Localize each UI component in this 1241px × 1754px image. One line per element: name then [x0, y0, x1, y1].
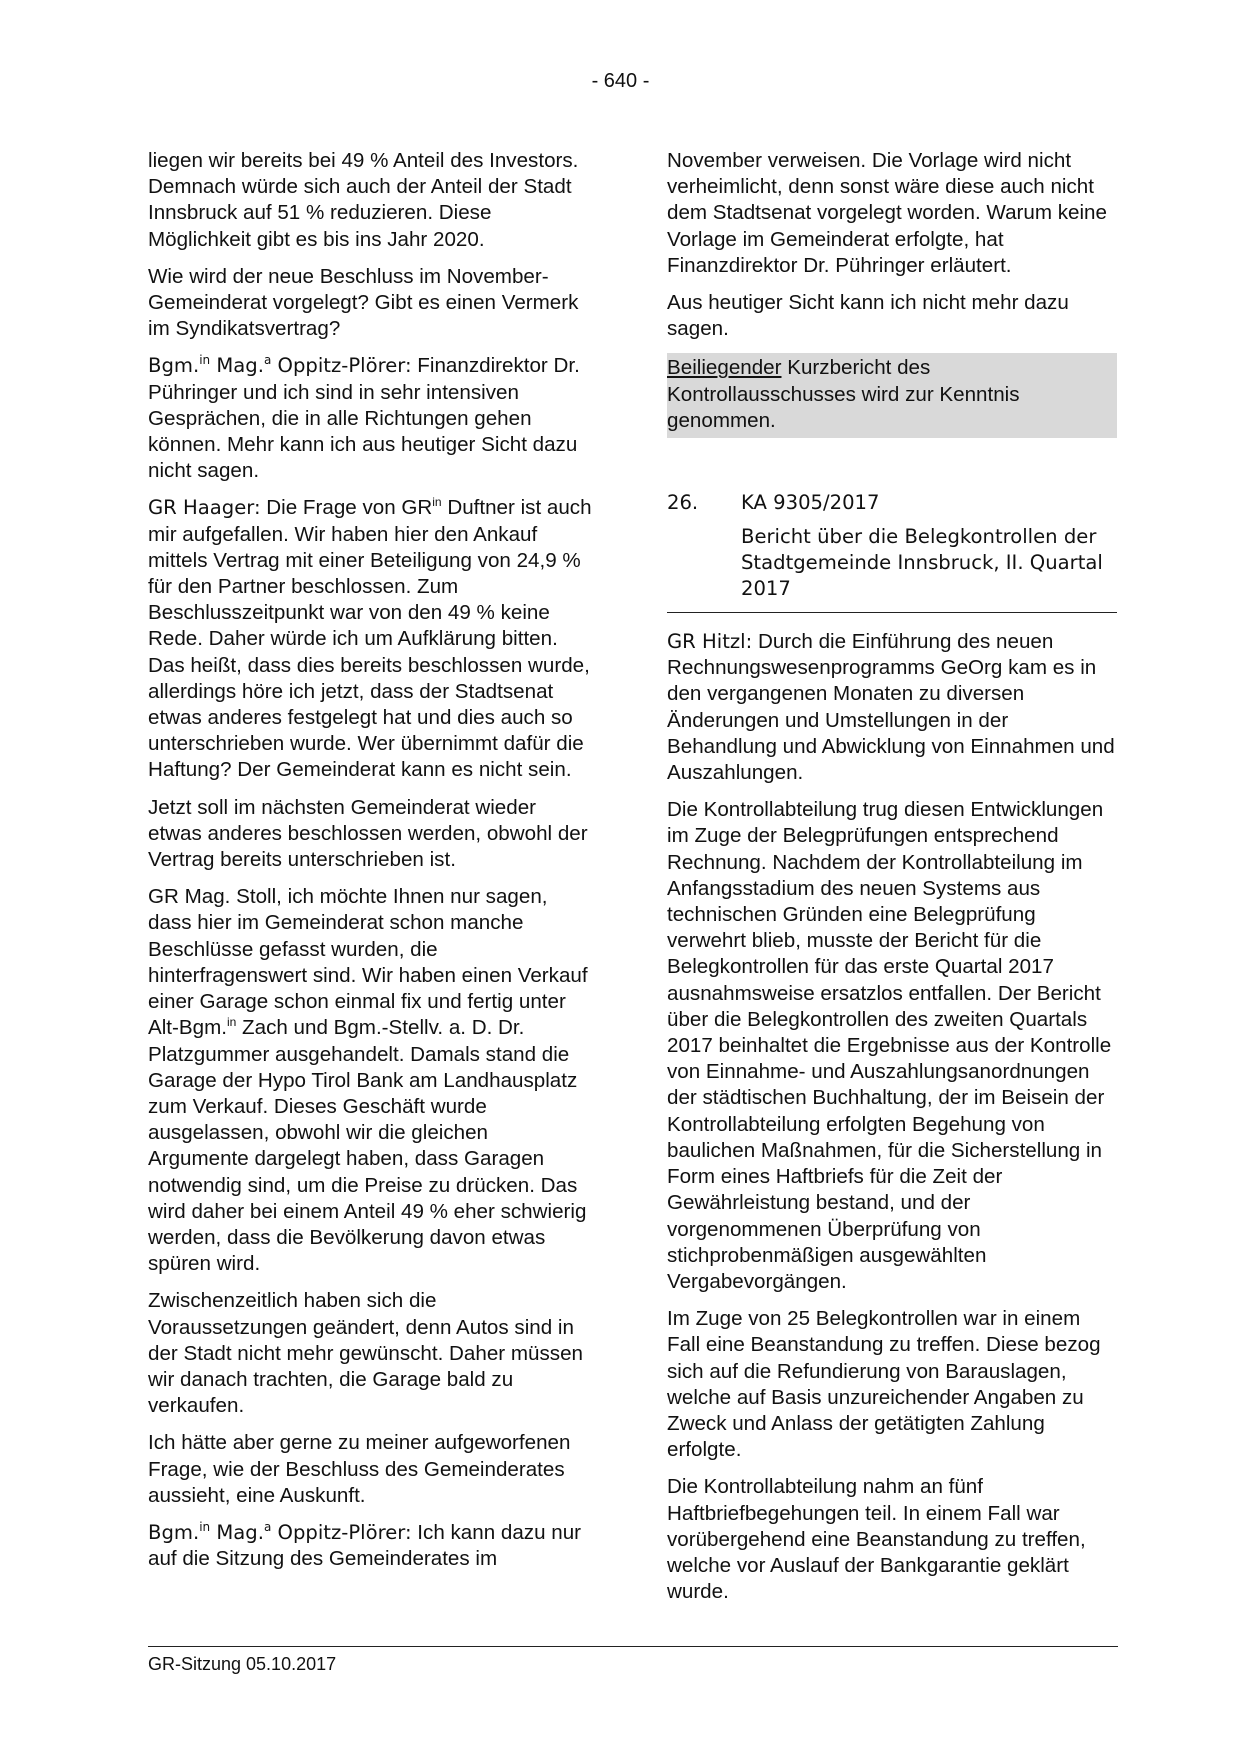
paragraph: Die Kontrollabteilung nahm an fünf Haftbriefbegehungen teil. In einem Fall war vorübergehend eine Beanstandung zu treffen, welche vor Auslauf der Bankgarantie geklärt wurde. [667, 1475, 1086, 1604]
paragraph: GR Hitzl: Durch die Einführung des neuen Rechnungswesenprogramms GeOrg kam es in den vergangenen Monaten zu diversen Änderungen und Umstellungen in der Behandlung und Abwicklung von Einnahmen und Auszahlungen. [667, 630, 1115, 785]
agenda-item [667, 490, 1117, 613]
paragraph: Aus heutiger Sicht kann ich nicht mehr dazu sagen. [667, 291, 1069, 341]
speaker-name: GR Haager: [148, 496, 261, 520]
item-number: 26. [667, 491, 699, 515]
paragraph: Die Kontrollabteilung trug diesen Entwicklungen im Zuge der Belegprüfungen entsprechend Rechnung. Nachdem der Kontrollabteilung im Anfangsstadium des neuen Systems aus technischen Gründen eine Belegprüfung verwehrt blieb, musste der Bericht für die Belegkontrollen für das erste Quartal 2017 ausnahmsweise ersatzlos entfallen. Der Bericht über die Belegkontrollen des zweiten Quartals 2017 beinhaltet die Ergebnisse aus der Kontrolle von Einnahme- und Auszahlungsanordnungen der städtischen Buchhaltung, der im Beisein der Kontrollabteilung erfolgten Begehung von baulichen Maßnahmen, für die Sicherstellung in Form eines Haftbriefs für die Zeit der Gewährleistung bestand, und der vorgenommenen Überprüfung von stichprobenmäßigen ausgewählten Vergabevorgängen. [667, 798, 1112, 1293]
speaker-name: Bgm.$^{in}$ Mag.$^a$ Oppitz-Plörer: [148, 1519, 412, 1544]
paragraph: November verweisen. Die Vorlage wird nicht verheimlicht, denn sonst wäre diese auch nicht dem Stadtsenat vorgelegt worden. Warum keine Vorlage im Gemeinderat erfolgte, hat Finanzdirektor Dr. Pühringer erläutert. [667, 149, 1107, 277]
paragraph: Bgm.$^{in}$ Mag.$^a$ Oppitz-Plörer: Finanzdirektor Dr. Pühringer und ich sind in sehr intensiven Gesprächen, die in alle Richtungen gehen können. Mehr kann ich aus heutiger Sicht dazu nicht sagen. [148, 353, 580, 483]
paragraph: GR Haager: Die Frage von $GR^{in}$ Duftner ist auch mir aufgefallen. Wir haben hier den Ankauf mittels Vertrag mit einer Beteiligung von 24,9 % für den Partner beschlossen. Zum Beschlusszeitpunkt war von den 49 % keine Rede. Daher würde ich um Aufklärung bitten. Das heißt, dass dies bereits beschlossen wurde, allerdings höre ich jetzt, dass der Stadtsenat etwas anderes festgelegt hat und dies auch so unterschrieben wurde. Wer übernimmt dafür die Haftung? Der Gemeinderat kann es nicht sein. [148, 495, 592, 782]
page-number: - 640 - [591, 70, 650, 92]
speaker-name: GR Hitzl: [667, 630, 753, 654]
paragraph: Im Zuge von 25 Belegkontrollen war in einem Fall eine Beanstandung zu treffen. Diese bezog sich auf die Refundierung von Barauslagen, welche auf Basis unzureichender Angaben zu Zweck und Anlass der getätigten Zahlung erfolgte. [667, 1307, 1101, 1462]
paragraph: Jetzt soll im nächsten Gemeinderat wieder etwas anderes beschlossen werden, obwohl der Vertrag bereits unterschrieben ist. [148, 795, 588, 872]
paragraph: Bgm.$^{in}$ Mag.$^a$ Oppitz-Plörer: Ich kann dazu nur auf die Sitzung des Gemeinderates im [148, 1519, 582, 1571]
divider [667, 612, 1117, 613]
paragraph: liegen wir bereits bei 49 % Anteil des Investors. Demnach würde sich auch der Anteil der Stadt Innsbruck auf 51 % reduzieren. Diese Möglichkeit gibt es bis ins Jahr 2020. [148, 149, 579, 251]
resolution-highlight: Beiliegender Kurzbericht des Kontrollausschusses wird zur Kenntnis genommen. [667, 353, 1117, 438]
paragraph: Ich hätte aber gerne zu meiner aufgeworfenen Frage, wie der Beschluss des Gemeinderates aussieht, eine Auskunft. [148, 1431, 571, 1507]
paragraph: GR Mag. Stoll, ich möchte Ihnen nur sagen, dass hier im Gemeinderat schon manche Beschlüsse gefasst wurden, die hinterfragenswert sind. Wir haben einen Verkauf einer Garage schon einmal fix und fertig unter Alt-Bgm.$^{in}$ Zach und Bgm.-Stellv. a. D. Dr. Platzgummer ausgehandelt. Damals stand die Garage der Hypo Tirol Bank am Landhausplatz zum Verkauf. Dieses Geschäft wurde ausgelassen, obwohl wir die gleichen Argumente dargelegt haben, dass Garagen notwendig sind, um die Preise zu drücken. Das wird daher bei einem Anteil 49 % eher schwierig werden, dass die Bevölkerung davon etwas spüren wird. [148, 885, 588, 1276]
paragraph: Zwischenzeitlich haben sich die Voraussetzungen geändert, denn Autos sind in der Stadt nicht mehr gewünscht. Daher müssen wir danach trachten, die Garage bald zu verkaufen. [148, 1289, 583, 1418]
item-code: KA 9305/2017 [741, 491, 880, 515]
footer-divider [148, 1646, 1118, 1647]
item-title: Bericht über die Belegkontrollen der Stadtgemeinde Innsbruck, II. Quartal 2017 [741, 525, 1103, 601]
footer-session-date: GR-Sitzung 05.10.2017 [148, 1654, 337, 1674]
right-column [667, 148, 1117, 1616]
left-column [148, 148, 593, 1583]
speaker-name: Bgm.$^{in}$ Mag.$^a$ Oppitz-Plörer: [148, 353, 412, 378]
paragraph: Wie wird der neue Beschluss im November-Gemeinderat vorgelegt? Gibt es einen Vermerk im Syndikatsvertrag? [148, 264, 579, 341]
